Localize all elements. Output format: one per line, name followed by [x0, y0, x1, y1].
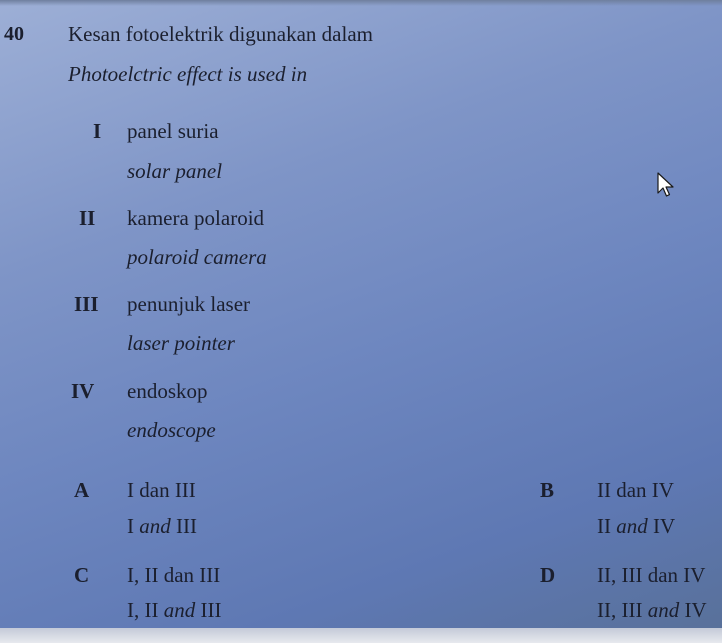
item-numeral-1: I — [93, 119, 102, 143]
option-c-english-part2: III — [200, 598, 222, 622]
option-c-english-part1: I, II — [127, 598, 159, 622]
item-label-english-4: endoscope — [127, 418, 216, 442]
item-label-malay-4: endoskop — [127, 379, 208, 403]
option-a-english-part1: I — [127, 514, 134, 538]
question-stem-malay: Kesan fotoelektrik digunakan dalam — [68, 22, 373, 46]
item-label-malay-2: kamera polaroid — [127, 206, 265, 230]
option-b-english-part1: II — [597, 514, 611, 538]
option-b-english — [597, 514, 675, 538]
item-label-malay-3: penunjuk laser — [127, 292, 251, 316]
item-label-english-3: laser pointer — [127, 331, 235, 355]
option-d-english-part1: II, III — [597, 598, 643, 622]
option-letter-d: D — [540, 563, 556, 587]
screen-bottom-edge — [0, 628, 722, 643]
option-b-english-and: and — [616, 514, 648, 538]
option-d-english-part2: IV — [684, 598, 707, 622]
option-a-english-and: and — [139, 514, 171, 538]
item-label-malay-1: panel suria — [127, 119, 219, 143]
option-a-malay: I dan III — [127, 478, 196, 502]
option-letter-c: C — [74, 563, 90, 587]
screen-top-edge — [0, 0, 722, 6]
item-numeral-4: IV — [71, 379, 95, 403]
option-c-english — [127, 598, 221, 622]
option-b-english-part2: IV — [653, 514, 676, 538]
option-d-malay: II, III dan IV — [597, 563, 706, 587]
option-letter-b: B — [540, 478, 555, 502]
option-a-english — [127, 514, 197, 538]
item-label-english-2: polaroid camera — [127, 245, 267, 269]
mouse-pointer-icon — [656, 172, 676, 198]
option-c-english-and: and — [163, 598, 196, 622]
option-a-english-part2: III — [176, 514, 197, 538]
option-c-malay: I, II dan III — [127, 563, 221, 587]
question-number: 40 — [4, 23, 24, 45]
option-d-english-and: and — [647, 598, 680, 622]
option-b-malay: II dan IV — [597, 478, 674, 502]
item-label-english-1: solar panel — [127, 159, 223, 183]
item-numeral-3: III — [74, 292, 99, 316]
item-numeral-2: II — [79, 206, 96, 230]
question-stem-english: Photoelctric effect is used in — [68, 62, 308, 86]
option-letter-a: A — [74, 478, 90, 502]
option-d-english — [597, 598, 707, 622]
